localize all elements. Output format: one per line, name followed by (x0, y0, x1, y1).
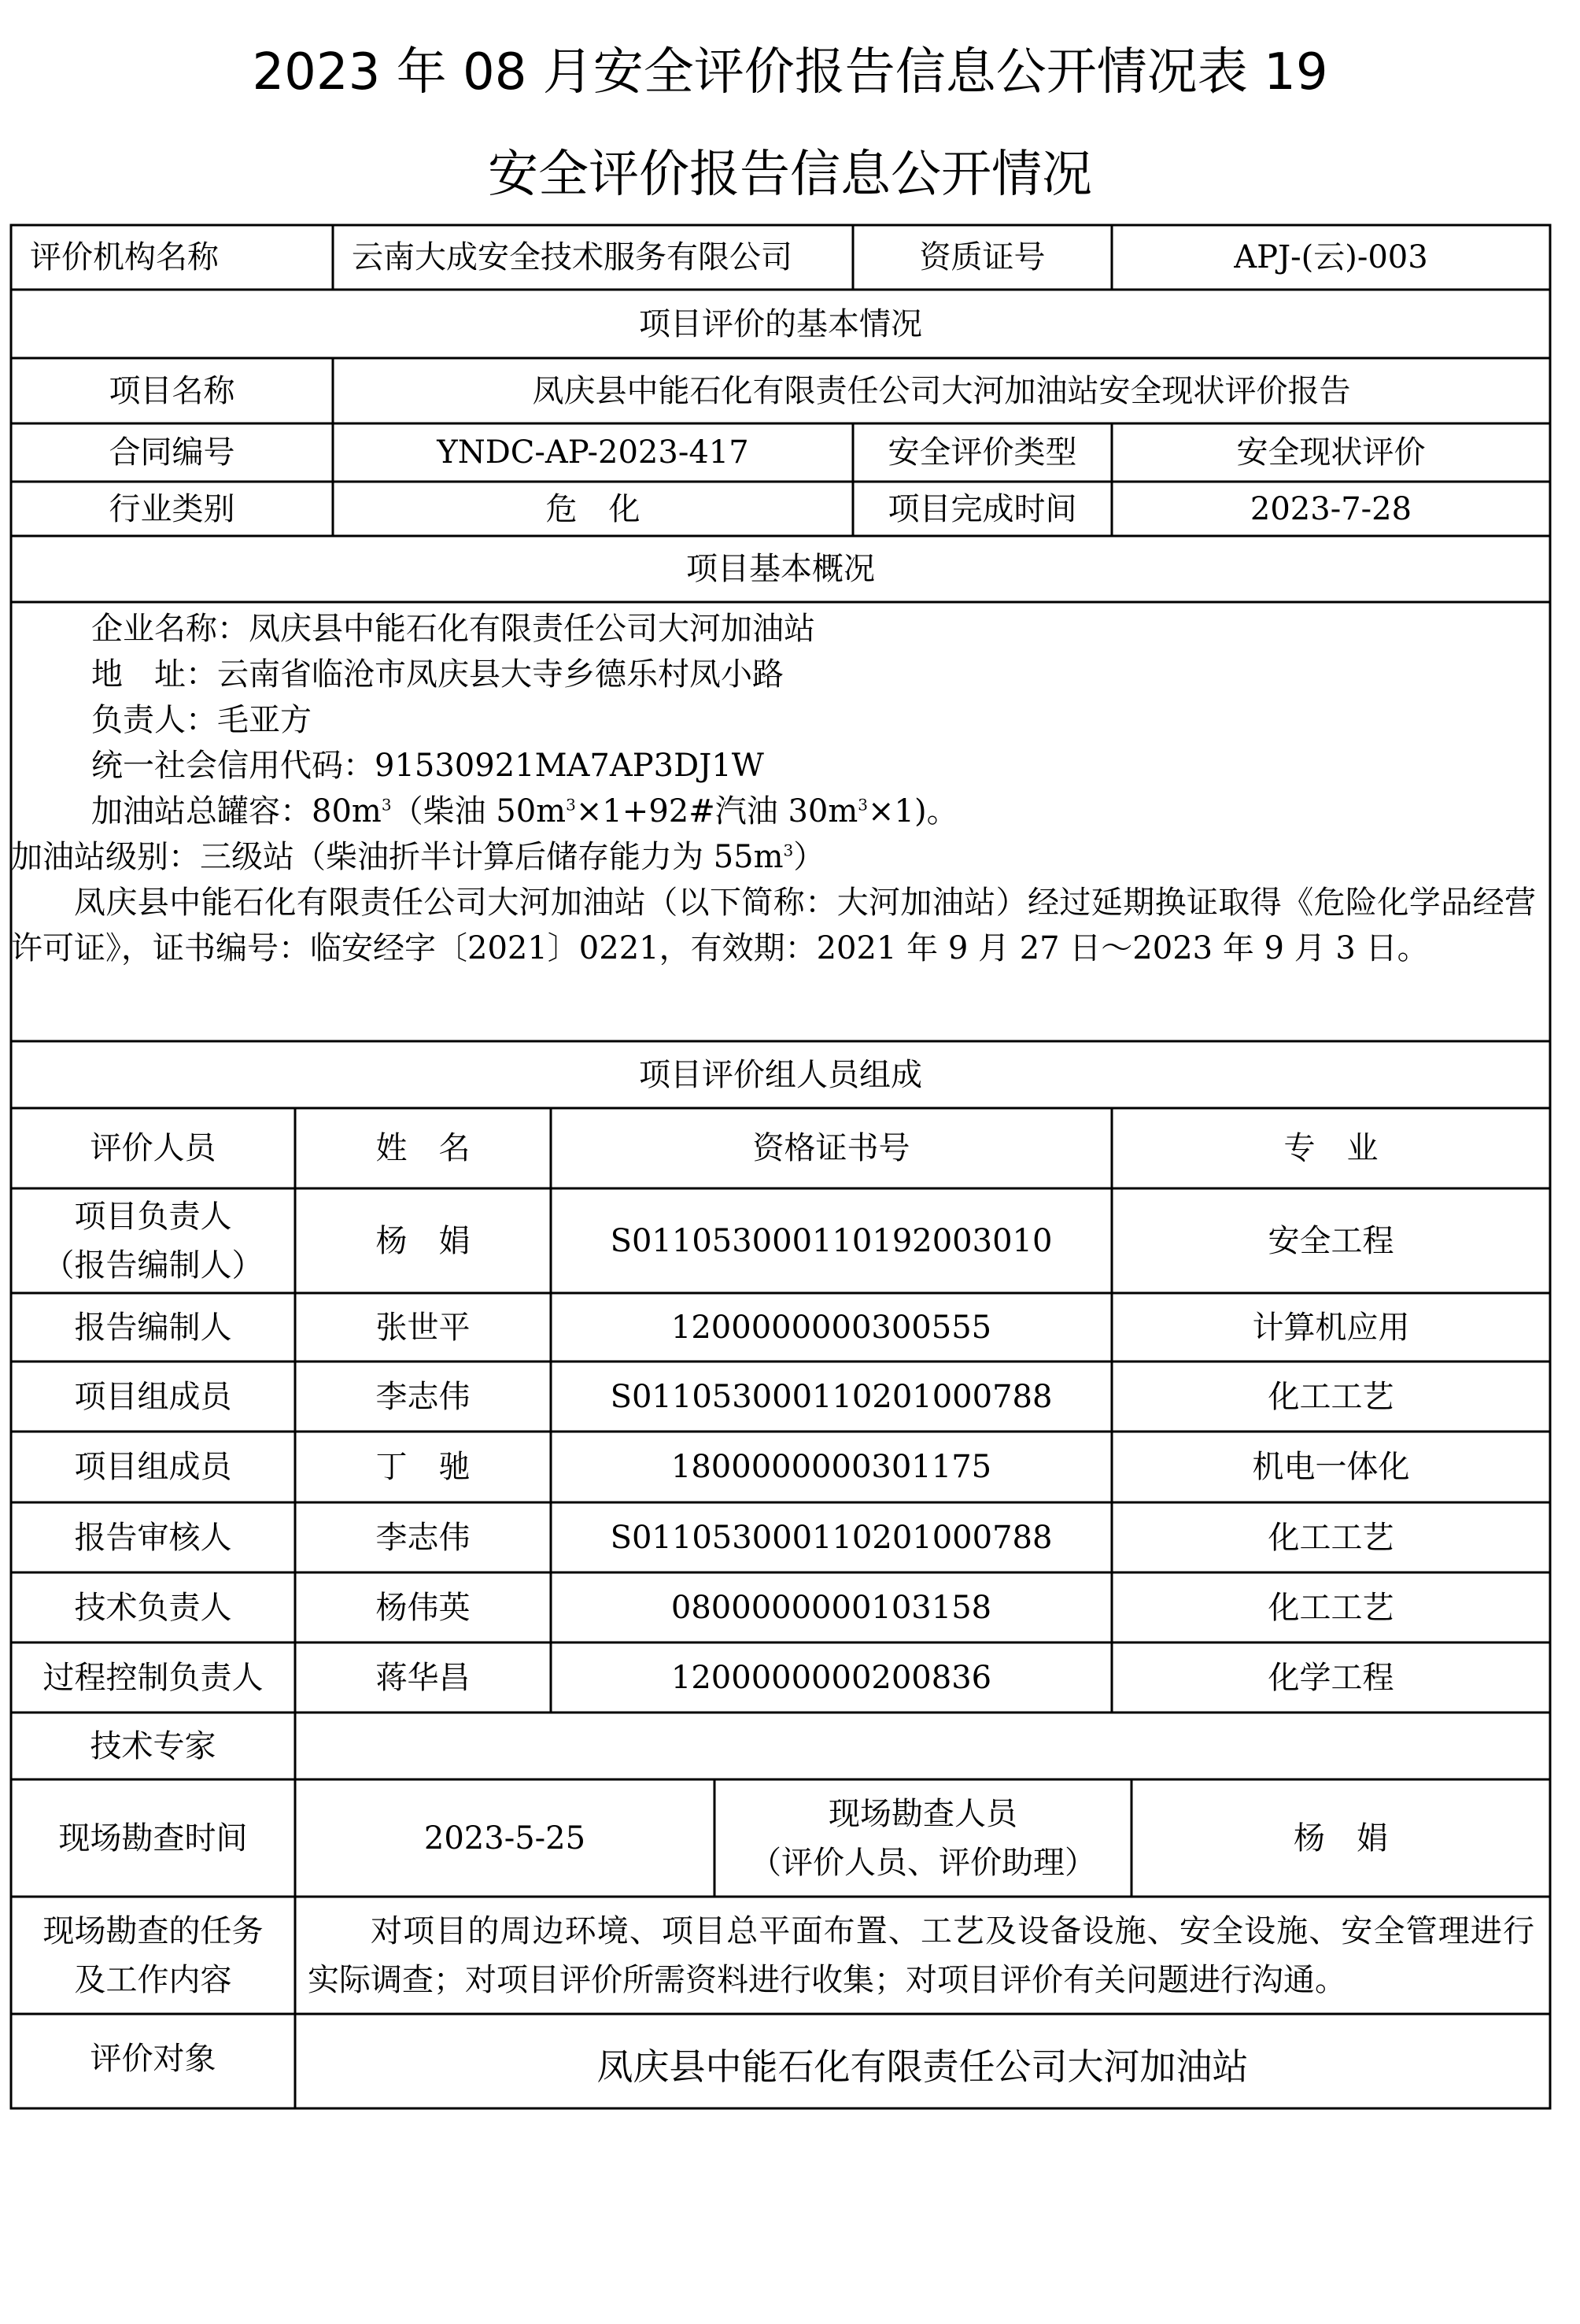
cert-number-value: APJ-(云)-003 (1234, 239, 1428, 275)
table-row-cert: 1800000000301175 (670, 1449, 992, 1485)
table-row-major: 化工工艺 (1268, 1519, 1394, 1556)
cert-number-label: 资质证号 (919, 239, 1046, 275)
table-row-role: 报告审核人 (74, 1519, 232, 1556)
evaluation-object-value: 凤庆县中能石化有限责任公司大河加油站 (596, 2045, 1249, 2088)
team-header-cert: 资格证书号 (752, 1130, 910, 1166)
survey-task-value-cell (295, 1897, 1550, 2014)
company-address: 地 址：云南省临沧市凤庆县大寺乡德乐村凤小路 (91, 656, 784, 693)
org-name-value: 云南大成安全技术服务有限公司 (352, 239, 792, 275)
team-header-name: 姓 名 (375, 1130, 471, 1166)
org-name-label: 评价机构名称 (30, 239, 219, 275)
table-row-cert: S011053000110201000788 (610, 1519, 1053, 1556)
tank-capacity: 加油站总罐容：$80m^3$（柴油 $50m^3\times 1+92\#$汽油 $30m^3\times 1$)。 (91, 793, 958, 829)
evaluation-type-label: 安全评价类型 (888, 434, 1077, 471)
credit-code: 统一社会信用代码：91530921MA7AP3DJ1W (91, 748, 764, 784)
table-row-role: 技术负责人 (74, 1589, 232, 1626)
table-row-cert: S011053000110201000788 (610, 1378, 1053, 1415)
table-row-role: 项目组成员 (74, 1378, 232, 1415)
team-header-major: 专 业 (1283, 1130, 1379, 1166)
table-row-name: 李志伟 (375, 1378, 471, 1415)
tech-expert-value (295, 1713, 1550, 1779)
contract-number-value: YNDC-AP-2023-417 (437, 434, 749, 471)
table-row-name: 杨 娟 (375, 1222, 471, 1259)
table-row-role: 项目负责人 （报告编制人） (42, 1198, 264, 1284)
table-row-cert: 1200000000200836 (670, 1659, 992, 1696)
document-subtitle: 安全评价报告信息公开情况 (488, 146, 1092, 204)
table-row-role: 项目组成员 (74, 1449, 232, 1485)
team-header-role: 评价人员 (90, 1130, 216, 1166)
contract-number-label: 合同编号 (109, 434, 235, 471)
table-row-cert: 0800000000103158 (670, 1589, 992, 1626)
company-person: 负责人：毛亚方 (91, 702, 312, 738)
table-row-name: 杨伟英 (375, 1589, 471, 1626)
table-row-major: 化工工艺 (1268, 1589, 1394, 1626)
table-row-major: 化学工程 (1268, 1659, 1394, 1696)
evaluation-type-value: 安全现状评价 (1236, 434, 1426, 471)
table-row-major: 机电一体化 (1252, 1449, 1410, 1485)
tank-capacity-gasoline: ×1+92#汽油 30m (575, 793, 858, 829)
project-name-value: 凤庆县中能石化有限责任公司大河加油站安全现状评价报告 (532, 372, 1351, 409)
table-row-major: 化工工艺 (1268, 1378, 1394, 1415)
industry-label: 行业类别 (109, 490, 235, 527)
survey-people-value: 杨 娟 (1294, 1820, 1388, 1857)
table-row-major: 计算机应用 (1252, 1309, 1410, 1346)
company-name: 企业名称：凤庆县中能石化有限责任公司大河加油站 (91, 611, 815, 647)
station-level: 加油站级别：三级站（柴油折半计算后储存能力为 $55m^3$） (11, 839, 825, 875)
section-project-overview: 项目基本概况 (686, 551, 875, 587)
license-info: 凤庆县中能石化有限责任公司大河加油站（以下简称：大河加油站）经过延期换证取得《危险化学品经营许可证》，证书编号：临安经字〔2021〕0221，有效期：2021 年 9 月 27 日～2023 年 9 月 3 日。 (11, 885, 1536, 966)
overview-text (11, 603, 1536, 1040)
completion-date-label: 项目完成时间 (888, 490, 1077, 527)
industry-value: 危 化 (545, 490, 640, 527)
section-team: 项目评价组人员组成 (639, 1056, 922, 1093)
table-row-name: 蒋华昌 (375, 1659, 471, 1696)
table-row-role: 过程控制负责人 (42, 1659, 264, 1696)
tank-capacity-total: 加油站总罐容：80m (91, 793, 382, 829)
table-row-name: 丁 驰 (375, 1449, 471, 1485)
tech-expert-label: 技术专家 (90, 1727, 216, 1764)
table-row-name: 李志伟 (375, 1519, 471, 1556)
table-row-name: 张世平 (375, 1309, 471, 1346)
survey-task-label: 现场勘查的任务 及工作内容 (42, 1912, 264, 1998)
section-basic-info: 项目评价的基本情况 (639, 305, 922, 342)
document-title: 2023 年 08 月安全评价报告信息公开情况表 19 (252, 43, 1328, 102)
survey-time-label: 现场勘查时间 (58, 1820, 248, 1857)
completion-date-value: 2023-7-28 (1250, 490, 1412, 527)
survey-time-value: 2023-5-25 (423, 1820, 586, 1857)
table-row-major: 安全工程 (1268, 1222, 1394, 1259)
survey-people-label: 现场勘查人员 （评价人员、评价助理） (750, 1795, 1096, 1881)
table-row-cert: S011053000110192003010 (610, 1222, 1053, 1259)
project-name-label: 项目名称 (109, 372, 235, 409)
evaluation-object-label: 评价对象 (90, 2041, 216, 2077)
survey-task-value: 对项目的周边环境、项目总平面布置、工艺及设备设施、安全设施、安全管理进行实际调查；对项目评价所需资料进行收集；对项目评价有关问题进行沟通。 (308, 1912, 1534, 1998)
tank-capacity-diesel: （柴油 50m (391, 793, 567, 829)
table-row-role: 报告编制人 (74, 1309, 232, 1346)
table-row-cert: 1200000000300555 (670, 1309, 992, 1346)
